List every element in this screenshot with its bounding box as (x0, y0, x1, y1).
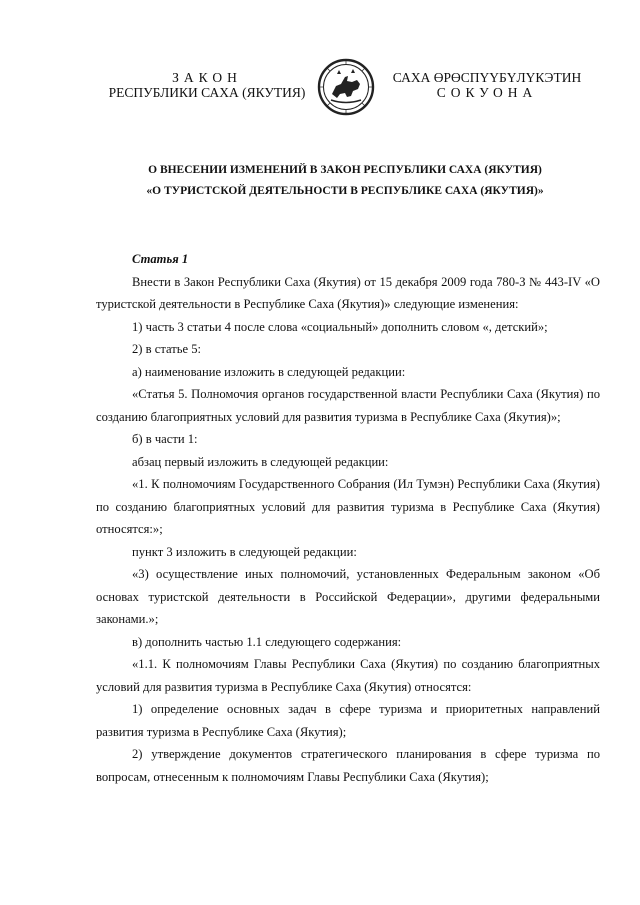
paragraph: 1) определение основных задач в сфере туризма и приоритетных направлений развития туризма в Республике Саха (Якутия); (96, 702, 600, 739)
header-right (378, 70, 596, 100)
paragraph: «Статья 5. Полномочия органов государственной власти Республики Саха (Якутия) по созданию благоприятных условий для развития туризма в Республике Саха (Якутия)»; (96, 387, 600, 424)
coat-of-arms-emblem (317, 58, 375, 116)
document-title (60, 160, 630, 202)
header-right-line1: САХА ӨРӨСПҮҮБҮЛҮКЭТИН (392, 70, 582, 85)
document-body (96, 248, 600, 788)
header-left-line2: РЕСПУБЛИКИ САХА (ЯКУТИЯ) (108, 85, 306, 100)
title-line2: «О ТУРИСТСКОЙ ДЕЯТЕЛЬНОСТИ В РЕСПУБЛИКЕ САХА (ЯКУТИЯ)» (146, 185, 544, 197)
paragraph: а) наименование изложить в следующей редакции: (132, 364, 406, 379)
emblem-icon (317, 58, 375, 116)
title-line1: О ВНЕСЕНИИ ИЗМЕНЕНИЙ В ЗАКОН РЕСПУБЛИКИ САХА (ЯКУТИЯ) (148, 164, 542, 176)
paragraph: 2) в статье 5: (132, 342, 202, 356)
paragraph: б) в части 1: (132, 432, 198, 446)
paragraph: в) дополнить частью 1.1 следующего содержания: (132, 634, 402, 649)
header-left (88, 70, 326, 100)
paragraph: абзац первый изложить в следующей редакции: (132, 454, 389, 469)
paragraph: 2) утверждение документов стратегического планирования в сфере туризма по вопросам, отнесенным к полномочиям Главы Республики Саха (Якутия); (96, 747, 600, 784)
paragraph: Внести в Закон Республики Саха (Якутия) от 15 декабря 2009 года 780-З № 443-IV «О туристской деятельности в Республике Саха (Якутия)» следующие изменения: (96, 274, 600, 311)
paragraph: пункт 3 изложить в следующей редакции: (132, 544, 357, 559)
article-heading: Статья 1 (132, 252, 189, 266)
paragraph: «1. К полномочиям Государственного Собрания (Ил Тумэн) Республики Саха (Якутия) по созданию благоприятных условий для развития туризма в Республике Саха (Якутия) относятся:»; (96, 477, 600, 536)
paragraph: 1) часть 3 статьи 4 после слова «социальный» дополнить словом «, детский»; (132, 319, 548, 334)
paragraph: «1.1. К полномочиям Главы Республики Саха (Якутия) по созданию благоприятных условий для развития туризма в Республике Саха (Якутия) относятся: (96, 657, 600, 694)
paragraph: «3) осуществление иных полномочий, установленных Федеральным законом «Об основах туристской деятельности в Российской Федерации», другими федеральными законами.»; (96, 567, 600, 626)
header-right-line2: СОКУОНА (436, 85, 538, 100)
header-left-line1: ЗАКОН (172, 70, 242, 85)
